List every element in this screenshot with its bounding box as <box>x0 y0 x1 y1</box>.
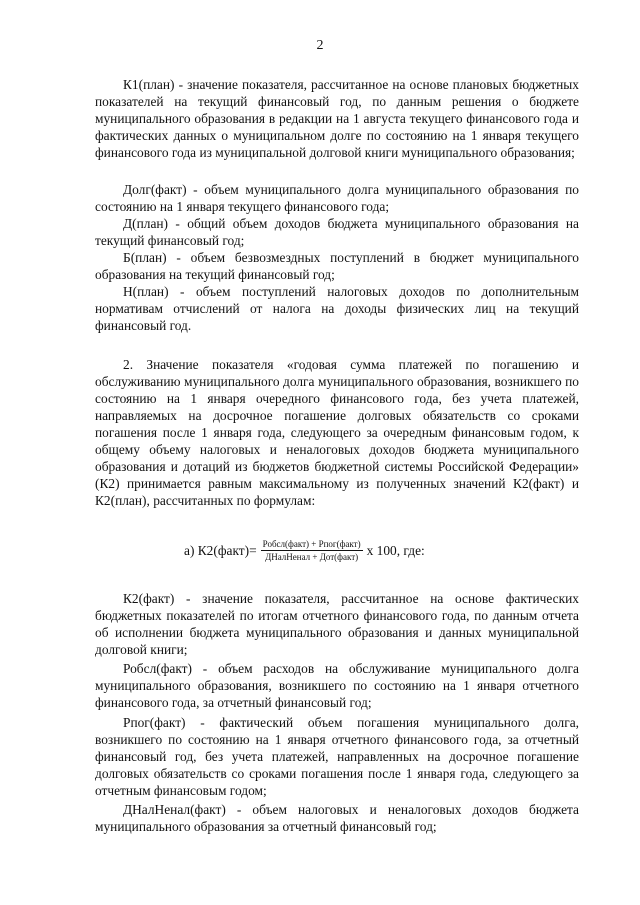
formula-lhs: а) К2(факт)= <box>184 542 257 558</box>
paragraph-n-plan: Н(план) - объем поступлений налоговых доходов по дополнительным нормативам отчислений от налога на доходы физических лиц на текущий финансовый год. <box>95 284 579 333</box>
paragraph-k1-plan: К1(план) - значение показателя, рассчитанное на основе плановых бюджетных показателей на текущий финансовый год, по данным решения о бюджете муниципального образования в редакции на 1 августа текущего финансового года и фактических данных о муниципальном долге по состоянию на 1 января текущего финансового года из муниципальной долговой книги муниципального образования; <box>95 77 579 160</box>
paragraph-rpog-fakt: Рпог(факт) - фактический объем погашения муниципального долга, возникшего по состоянию на 1 января отчетного финансового года, за отчетный финансовый год, без учета платежей, направленных на досрочное погашение долговых обязательств со сроками погашения после 1 января года, следующего за отчетным финансовым годом; <box>95 715 579 798</box>
paragraph-b-plan: Б(план) - объем безвозмездных поступлений в бюджет муниципального образования на текущий финансовый год; <box>95 250 579 282</box>
paragraph-dolg-fakt: Долг(факт) - объем муниципального долга муниципального образования по состоянию на 1 января текущего финансового года; <box>95 182 579 214</box>
paragraph-k2-fakt: К2(факт) - значение показателя, рассчитанное на основе фактических бюджетных показателей по итогам отчетного финансового года, по данным отчета об исполнении бюджета муниципального образования и данных муниципальной долговой книги; <box>95 591 579 657</box>
formula-rhs: x 100, где: <box>366 542 425 558</box>
paragraph-d-plan: Д(план) - общий объем доходов бюджета муниципального образования на текущий финансовый год; <box>95 216 579 248</box>
paragraph-robsl-fakt: Робсл(факт) - объем расходов на обслуживание муниципального долга муниципального образования, возникшего по состоянию на 1 января отчетного финансового года, за отчетный финансовый год; <box>95 661 579 710</box>
page-number: 2 <box>316 38 324 53</box>
formula-denominator: ДНалНенал + Дот(факт) <box>265 552 359 562</box>
paragraph-2: 2. Значение показателя «годовая сумма платежей по погашению и обслуживанию муниципального долга муниципального образования, возникшего по состоянию на 1 января очередного финансового года, без учета платежей, направляемых на досрочное погашение долговых обязательств со сроками погашения после 1 января года, следующего за очередным финансовым годом, к общему объему налоговых и неналоговых доходов бюджета муниципального образования и дотаций из бюджетов бюджетной системы Российской Федерации» (К2) принимается равным максимальному из полученных значений К2(факт) и К2(план), рассчитанных по формулам: <box>95 357 579 508</box>
paragraph-dnalnenal-fakt: ДНалНенал(факт) - объем налоговых и неналоговых доходов бюджета муниципального образования за отчетный финансовый год; <box>95 802 579 834</box>
formula-numerator: Робсл(факт) + Рпог(факт) <box>262 539 361 549</box>
formula-fraction <box>261 538 363 563</box>
formula-k2-fakt <box>184 538 425 563</box>
